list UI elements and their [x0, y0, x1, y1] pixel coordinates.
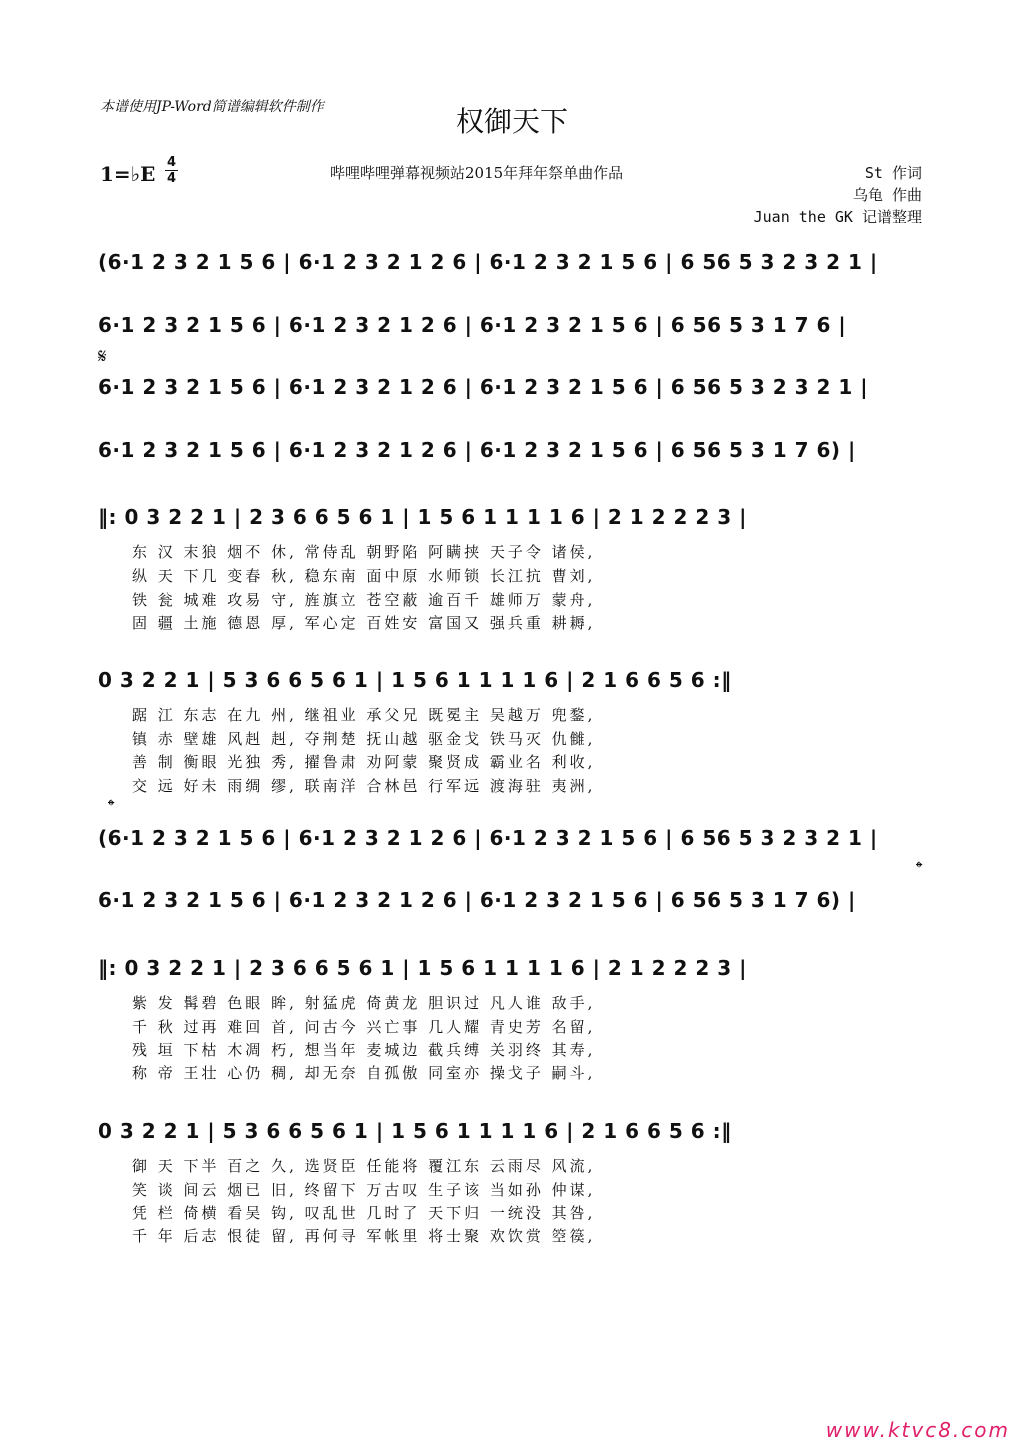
lyric-line: 铁 瓮 城难 攻易 守, 旌旗立 苍空蔽 逾百千 雄师万 蒙舟, — [132, 591, 596, 609]
time-signature-bottom: 4 — [166, 171, 177, 186]
score-line-5: ‖: 0 3 2 2 1 | 2 3 6 6 5 6 1 | 1 5 6 1 1 1 1 6 | 2 1 2 2 2 3 | — [98, 505, 747, 529]
lyric-line: 交 远 好未 雨绸 缪, 联南洋 合林邑 行军远 渡海驻 夷洲, — [132, 777, 596, 795]
lyric-line: 紫 发 髯碧 色眼 眸, 射猛虎 倚黄龙 胆识过 凡人谁 敌手, — [132, 994, 596, 1012]
composer-credit: 乌龟 作曲 — [852, 186, 922, 204]
time-signature-top: 4 — [166, 155, 177, 170]
lyric-line: 千 秋 过再 难回 首, 问古今 兴亡事 几人耀 青史芳 名留, — [132, 1018, 596, 1036]
site-watermark: www.ktvc8.com — [825, 1418, 1010, 1442]
score-line-6: 0 3 2 2 1 | 5 3 6 6 5 6 1 | 1 5 6 1 1 1 1 6 | 2 1 6 6 5 6 :‖ — [98, 668, 732, 692]
score-line-8: 6·1 2 3 2 1 5 6 | 6·1 2 3 2 1 2 6 | 6·1 2 3 2 1 5 6 | 6 56 5 3 1 7 6) | — [98, 888, 856, 912]
lyric-line: 纵 天 下几 变春 秋, 稳东南 面中原 水师锁 长江抗 曹刘, — [132, 567, 596, 585]
coda-icon: 𝄌 — [108, 796, 115, 817]
score-line-10: 0 3 2 2 1 | 5 3 6 6 5 6 1 | 1 5 6 1 1 1 1 6 | 2 1 6 6 5 6 :‖ — [98, 1119, 732, 1143]
song-subtitle: 哔哩哔哩弹幕视频站2015年拜年祭单曲作品 — [330, 164, 624, 182]
key-signature: 1=♭E — [100, 162, 156, 186]
lyric-line: 笑 谈 间云 烟已 旧, 终留下 万古叹 生子该 当如孙 仲谋, — [132, 1181, 596, 1199]
software-note: 本谱使用JP-Word简谱编辑软件制作 — [100, 99, 324, 115]
score-line-4: 6·1 2 3 2 1 5 6 | 6·1 2 3 2 1 2 6 | 6·1 2 3 2 1 5 6 | 6 56 5 3 1 7 6) | — [98, 438, 856, 462]
score-line-9: ‖: 0 3 2 2 1 | 2 3 6 6 5 6 1 | 1 5 6 1 1 1 1 6 | 2 1 2 2 2 3 | — [98, 956, 747, 980]
lyric-line: 东 汉 末狼 烟不 休, 常侍乱 朝野陷 阿瞒挟 天子令 诸侯, — [132, 543, 596, 561]
score-line-2: 6·1 2 3 2 1 5 6 | 6·1 2 3 2 1 2 6 | 6·1 2 3 2 1 5 6 | 6 56 5 3 1 7 6 | — [98, 313, 847, 337]
lyric-line: 踞 江 东志 在九 州, 继祖业 承父兄 既冕主 吴越万 兜鍪, — [132, 706, 596, 724]
lyric-line: 固 疆 土施 德恩 厚, 军心定 百姓安 富国又 强兵重 耕耨, — [132, 614, 596, 632]
lyric-line: 千 年 后志 恨徒 留, 再何寻 军帐里 将士聚 欢饮赏 箜篌, — [132, 1227, 596, 1245]
lyric-line: 善 制 衡眼 光独 秀, 擢鲁肃 劝阿蒙 聚贤成 霸业名 利收, — [132, 753, 596, 771]
lyric-line: 御 天 下半 百之 久, 选贤臣 任能将 覆江东 云雨尽 风流, — [132, 1157, 596, 1175]
time-signature — [165, 156, 178, 185]
score-line-1: (6·1 2 3 2 1 5 6 | 6·1 2 3 2 1 2 6 | 6·1 2 3 2 1 5 6 | 6 56 5 3 2 3 2 1 | — [98, 250, 878, 274]
lyric-line: 凭 栏 倚横 看吴 钩, 叹乱世 几时了 天下归 一统没 其咎, — [132, 1204, 596, 1222]
lyricist-credit: St 作词 — [864, 164, 922, 182]
segno-icon: 𝄋 — [98, 344, 107, 368]
lyric-line: 残 垣 下枯 木凋 朽, 想当年 麦城边 截兵缚 关羽终 其寿, — [132, 1041, 596, 1059]
lyric-line: 镇 赤 壁雄 风赳 赳, 夺荆楚 抚山越 驱金戈 铁马灭 仇雠, — [132, 730, 596, 748]
lyric-line: 称 帝 王壮 心仍 稠, 却无奈 自孤傲 同室亦 操戈子 嗣斗, — [132, 1064, 596, 1082]
arranger-credit: Juan the GK 记谱整理 — [753, 208, 922, 226]
coda-icon: 𝄌 — [916, 858, 923, 879]
score-line-7: (6·1 2 3 2 1 5 6 | 6·1 2 3 2 1 2 6 | 6·1 2 3 2 1 5 6 | 6 56 5 3 2 3 2 1 | — [98, 826, 878, 850]
song-title: 权御天下 — [455, 105, 568, 138]
score-line-3: 6·1 2 3 2 1 5 6 | 6·1 2 3 2 1 2 6 | 6·1 2 3 2 1 5 6 | 6 56 5 3 2 3 2 1 | — [98, 375, 869, 399]
